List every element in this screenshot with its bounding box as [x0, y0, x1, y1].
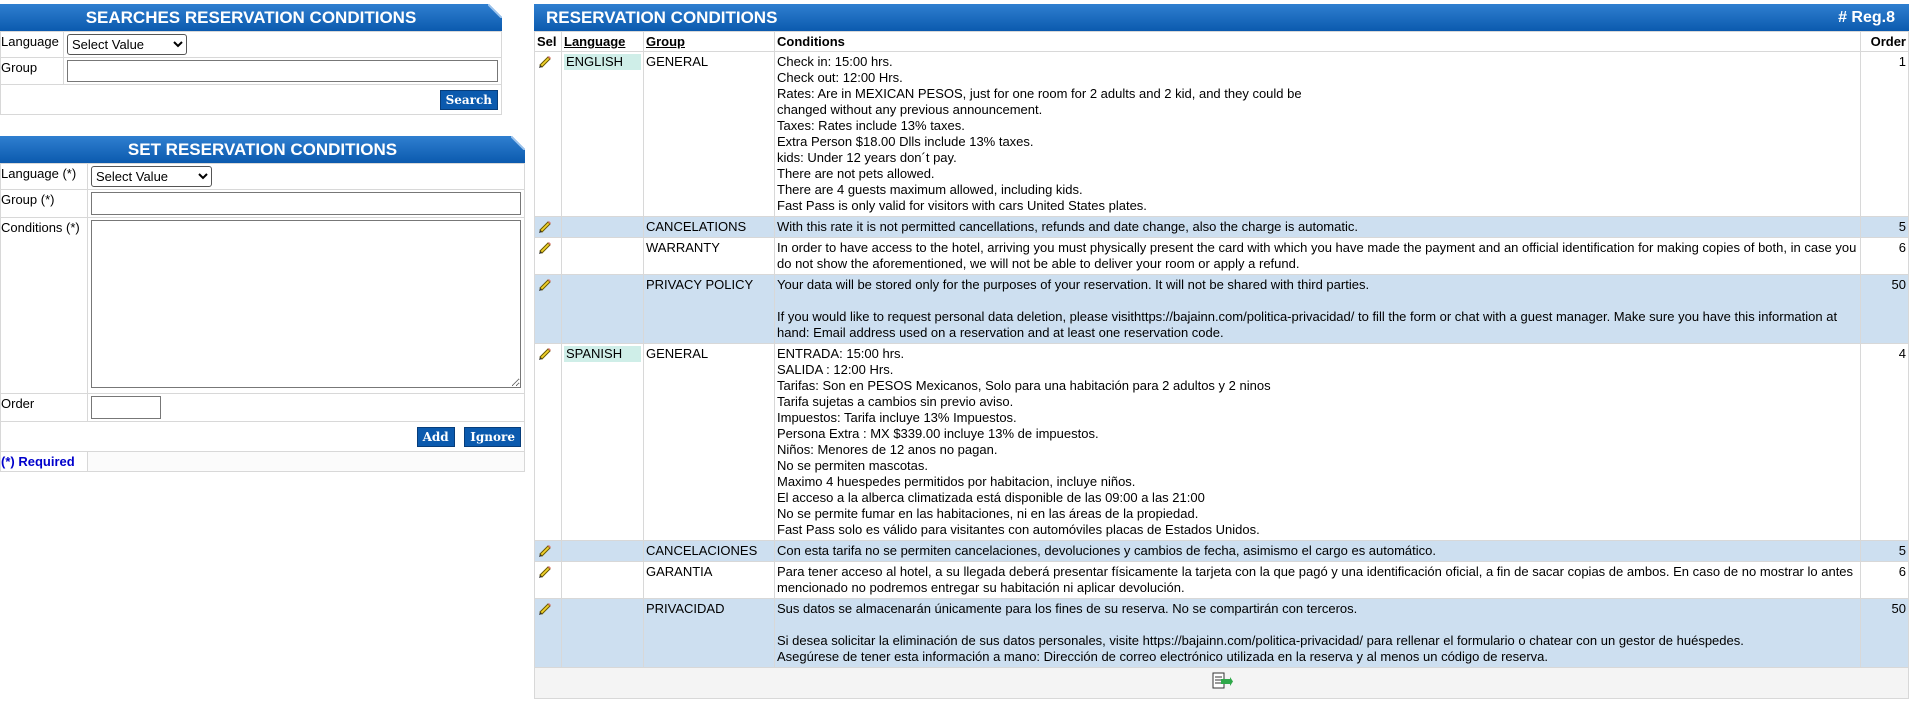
group-label: Group — [1, 58, 64, 85]
group-cell: GENERAL — [644, 344, 775, 541]
edit-pencil-icon[interactable] — [537, 543, 553, 557]
row-select-cell — [535, 344, 562, 541]
group-required-label: Group (*) — [1, 190, 88, 218]
language-cell — [562, 238, 644, 275]
search-panel-title-text: SEARCHES RESERVATION CONDITIONS — [85, 8, 417, 27]
conditions-cell — [775, 541, 1861, 562]
order-cell: 6 — [1861, 562, 1909, 599]
row-select-cell — [535, 52, 562, 217]
table-row — [535, 599, 1909, 668]
condition-line: There are not pets allowed. — [777, 166, 935, 181]
set-panel-title — [0, 136, 525, 163]
language-required-label: Language (*) — [1, 164, 88, 190]
required-note: (*) Required — [1, 452, 88, 472]
condition-line: Extra Person $18.00 Dlls include 13% taxes. — [777, 134, 1034, 149]
language-label: Language — [1, 32, 64, 58]
language-cell — [562, 562, 644, 599]
condition-line: Rates: Are in MEXICAN PESOS, just for one room for 2 adults and 2 kid, and they could be — [777, 86, 1302, 101]
condition-line: changed without any previous announcement. — [777, 102, 1043, 117]
search-button[interactable]: Search — [440, 90, 498, 110]
conditions-textarea[interactable] — [91, 220, 521, 388]
condition-line: Tarifa sujetas a cambios sin previo aviso. — [777, 394, 1014, 409]
conditions-cell — [775, 217, 1861, 238]
conditions-cell — [775, 344, 1861, 541]
condition-line: Fast Pass solo es válido para visitantes con automóviles placas de Estados Unidos. — [777, 522, 1260, 537]
condition-line: Taxes: Rates include 13% taxes. — [777, 118, 965, 133]
edit-pencil-icon[interactable] — [537, 601, 553, 615]
order-cell: 50 — [1861, 599, 1909, 668]
results-table-body — [535, 52, 1909, 668]
order-cell: 5 — [1861, 541, 1909, 562]
condition-line: Niños: Menores de 12 anos no pagan. — [777, 442, 998, 457]
condition-line: Impuestos: Tarifa incluye 13% Impuestos. — [777, 410, 1017, 425]
condition-line: Para tener acceso al hotel, a su llegada deberá presentar físicamente la tarjeta con la que pagó y una identificación oficial, a fin de sacar copias de ambos. En caso de no mostrar lo antes mencionado no podremos entregar su habitación ni aplicar devolución. — [777, 564, 1854, 595]
conditions-required-label: Conditions (*) — [1, 218, 88, 394]
results-panel-title — [534, 4, 1909, 31]
language-select[interactable] — [67, 34, 187, 55]
condition-line: kids: Under 12 years don´t pay. — [777, 150, 957, 165]
row-select-cell — [535, 541, 562, 562]
condition-line: No se permiten mascotas. — [777, 458, 929, 473]
corner-decoration-icon — [488, 4, 502, 18]
condition-line: SALIDA : 12:00 Hrs. — [777, 362, 894, 377]
condition-line: ENTRADA: 15:00 hrs. — [777, 346, 905, 361]
table-row — [535, 275, 1909, 344]
column-header-conditions: Conditions — [775, 32, 1861, 52]
condition-line: In order to have access to the hotel, arriving you must physically present the card with which you have made the payment and an official identification for making copies of both, in case you do not show the aforementioned, we will not be able to deliver your room or apply a refund. — [777, 240, 1857, 271]
condition-line: El acceso a la alberca climatizada está disponible de las 09:00 a las 21:00 — [777, 490, 1205, 505]
group-cell: GENERAL — [644, 52, 775, 217]
set-panel-title-text: SET RESERVATION CONDITIONS — [127, 140, 398, 159]
language-cell — [562, 52, 644, 217]
order-label: Order — [1, 394, 88, 422]
conditions-cell — [775, 275, 1861, 344]
condition-line — [777, 293, 1858, 309]
conditions-cell — [775, 238, 1861, 275]
language-value: ENGLISH — [564, 54, 641, 70]
results-table — [534, 31, 1909, 699]
group-cell: PRIVACIDAD — [644, 599, 775, 668]
group-input[interactable] — [91, 192, 521, 215]
edit-pencil-icon[interactable] — [537, 277, 553, 291]
corner-decoration-icon — [511, 136, 525, 150]
row-select-cell — [535, 275, 562, 344]
conditions-cell — [775, 599, 1861, 668]
order-cell: 6 — [1861, 238, 1909, 275]
record-count: # Reg.8 — [1838, 9, 1895, 26]
condition-line: With this rate it is not permitted cancellations, refunds and date change, also the charge is automatic. — [777, 219, 1358, 234]
search-panel-title — [0, 4, 502, 31]
language-cell — [562, 541, 644, 562]
edit-pencil-icon[interactable] — [537, 54, 553, 68]
table-row — [535, 217, 1909, 238]
edit-pencil-icon[interactable] — [537, 240, 553, 254]
edit-pencil-icon[interactable] — [537, 564, 553, 578]
condition-line: If you would like to request personal data deletion, please visithttps://bajainn.com/politica-privacidad/ to fill the form or chat with a guest manager. Make sure you have this information at hand: Email address used on a reservation and at least one reservation code. — [777, 309, 1838, 340]
column-header-group[interactable]: Group — [644, 32, 775, 52]
order-cell: 50 — [1861, 275, 1909, 344]
condition-line: Check in: 15:00 hrs. — [777, 54, 893, 69]
condition-line: Con esta tarifa no se permiten cancelaciones, devoluciones y cambios de fecha, asimismo el cargo es automático. — [777, 543, 1437, 558]
condition-line: Maximo 4 huespedes permitidos por habitacion, incluye niños. — [777, 474, 1136, 489]
group-cell: GARANTIA — [644, 562, 775, 599]
table-row — [535, 562, 1909, 599]
edit-pencil-icon[interactable] — [537, 346, 553, 360]
column-header-language[interactable]: Language — [562, 32, 644, 52]
group-cell: WARRANTY — [644, 238, 775, 275]
table-row — [535, 344, 1909, 541]
edit-pencil-icon[interactable] — [537, 219, 553, 233]
language-value: SPANISH — [564, 346, 641, 362]
ignore-button[interactable]: Ignore — [464, 427, 521, 447]
order-cell: 4 — [1861, 344, 1909, 541]
table-footer — [535, 668, 1909, 699]
condition-line: Asegúrese de tener esta información a mano: Dirección de correo electrónico utilizada en la reserva y al menos un código de reserva. — [777, 649, 1549, 664]
row-select-cell — [535, 217, 562, 238]
row-select-cell — [535, 599, 562, 668]
condition-line — [777, 617, 1858, 633]
condition-line: Persona Extra : MX $339.00 incluye 13% de impuestos. — [777, 426, 1099, 441]
set-form — [0, 163, 525, 472]
column-header-order: Order — [1861, 32, 1909, 52]
conditions-cell — [775, 562, 1861, 599]
results-panel — [534, 4, 1909, 699]
condition-line: Fast Pass is only valid for visitors with cars United States plates. — [777, 198, 1147, 213]
row-select-cell — [535, 238, 562, 275]
order-input[interactable] — [91, 396, 161, 419]
table-row — [535, 238, 1909, 275]
table-row — [535, 541, 1909, 562]
set-panel — [0, 136, 525, 472]
group-cell: CANCELATIONS — [644, 217, 775, 238]
group-input[interactable] — [67, 60, 498, 82]
condition-line: Tarifas: Son en PESOS Mexicanos, Solo para una habitación para 2 adultos y 2 ninos — [777, 378, 1271, 393]
export-icon[interactable] — [1211, 671, 1233, 691]
condition-line: No se permite fumar en las habitaciones, ni en las áreas de la propiedad. — [777, 506, 1199, 521]
language-cell — [562, 344, 644, 541]
row-select-cell — [535, 562, 562, 599]
conditions-cell — [775, 52, 1861, 217]
condition-line: Your data will be stored only for the purposes of your reservation. It will not be shared with third parties. — [777, 277, 1370, 292]
language-cell — [562, 599, 644, 668]
order-cell: 5 — [1861, 217, 1909, 238]
search-panel — [0, 4, 502, 115]
column-header-sel: Sel — [535, 32, 562, 52]
language-cell — [562, 217, 644, 238]
search-form — [0, 31, 502, 115]
group-cell: CANCELACIONES — [644, 541, 775, 562]
condition-line: There are 4 guests maximum allowed, including kids. — [777, 182, 1083, 197]
group-cell: PRIVACY POLICY — [644, 275, 775, 344]
condition-line: Sus datos se almacenarán únicamente para los fines de su reserva. No se compartirán con terceros. — [777, 601, 1358, 616]
table-row — [535, 52, 1909, 217]
add-button[interactable]: Add — [417, 427, 455, 447]
language-select[interactable] — [91, 166, 212, 187]
condition-line: Check out: 12:00 Hrs. — [777, 70, 903, 85]
language-cell — [562, 275, 644, 344]
order-cell: 1 — [1861, 52, 1909, 217]
results-title-text: RESERVATION CONDITIONS — [546, 8, 778, 27]
condition-line: Si desea solicitar la eliminación de sus datos personales, visite https://bajainn.com/politica-privacidad/ para rellenar el formulario o chatear con un gestor de huéspedes. — [777, 633, 1744, 648]
required-note-spacer — [88, 452, 525, 472]
